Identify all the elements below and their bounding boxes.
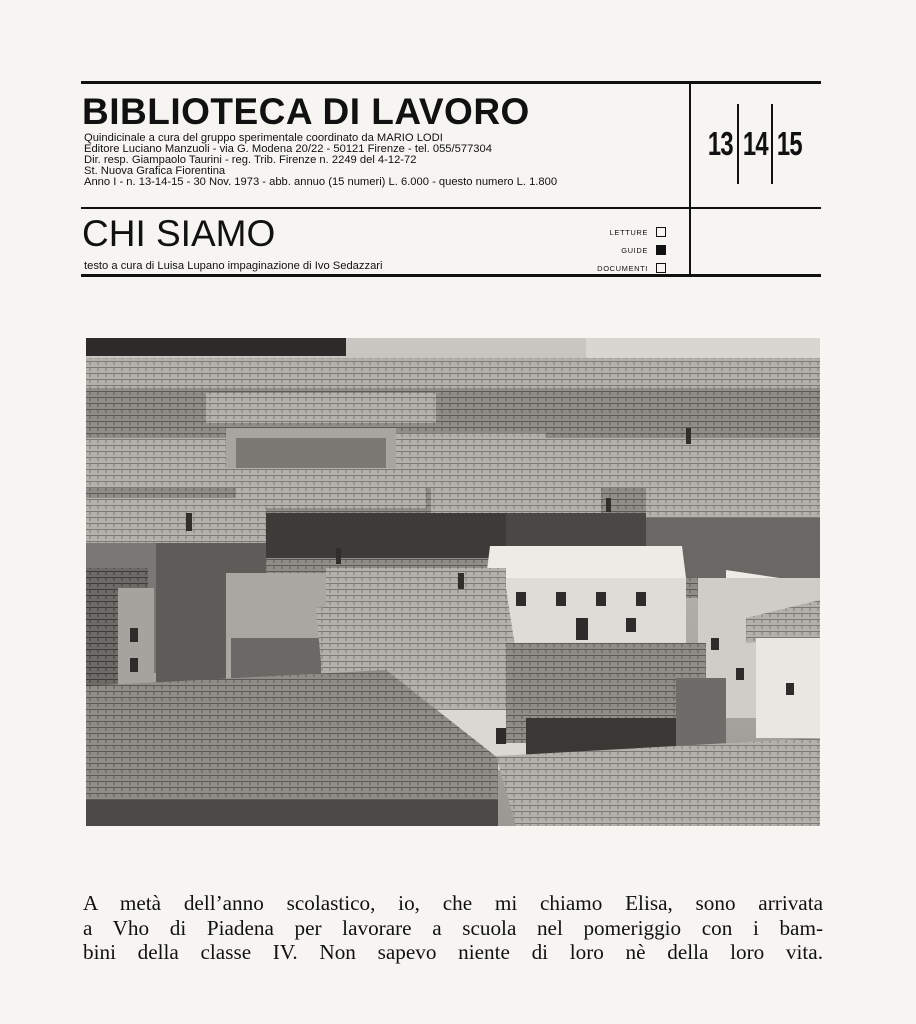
category-documenti (586, 259, 666, 277)
body-line: A metà dell’anno scolastico, io, che mi chiamo Elisa, sono arrivata (83, 891, 823, 915)
body-line: a Vho di Piadena per lavorare a scuola nel pomeriggio con i bam- (83, 915, 823, 940)
category-label: GUIDE (621, 245, 648, 255)
masthead-horizontal-rule (81, 207, 821, 209)
info-line: Editore Luciano Manzuoli - via G. Modena 20/22 - 50121 Firenze - tel. 055/577304 (84, 143, 492, 155)
info-line: Dir. resp. Giampaolo Taurini - reg. Trib. Firenze n. 2249 del 4-12-72 (84, 154, 417, 166)
issue-number: 14 (742, 125, 768, 162)
issue-numbers (693, 96, 817, 192)
rooftops-photo-illustration (86, 338, 820, 826)
category-label: DOCUMENTI (597, 263, 648, 273)
checkbox-icon (656, 227, 666, 237)
category-checklist (586, 223, 666, 277)
info-line: Anno I - n. 13-14-15 - 30 Nov. 1973 - abb. annuo (15 numeri) L. 6.000 - questo numero L. 1.800 (84, 176, 558, 188)
issue-title: CHI SIAMO (82, 213, 276, 254)
category-guide (586, 241, 666, 259)
credits-line: testo a cura di Luisa Lupano impaginazione di Ivo Sedazzari (84, 260, 383, 272)
info-line: Quindicinale a cura del gruppo sperimentale coordinato da MARIO LODI (84, 132, 443, 144)
masthead (81, 81, 821, 277)
checkbox-icon (656, 263, 666, 273)
checkbox-icon (656, 245, 666, 255)
issue-divider (737, 104, 739, 184)
issue-divider (771, 104, 773, 184)
publication-info (84, 133, 557, 188)
series-title: BIBLIOTECA DI LAVORO (82, 91, 530, 132)
body-paragraph (83, 891, 823, 965)
info-line: St. Nuova Grafica Fiorentina (84, 165, 226, 177)
category-letture (586, 223, 666, 241)
issue-number: 15 (777, 125, 803, 162)
masthead-vertical-rule (689, 84, 691, 274)
rooftops-photo (86, 338, 820, 826)
category-label: LETTURE (609, 227, 648, 237)
body-line: bini della classe IV. Non sapevo niente di loro nè della loro vita. (83, 940, 823, 964)
issue-number: 13 (707, 125, 733, 162)
